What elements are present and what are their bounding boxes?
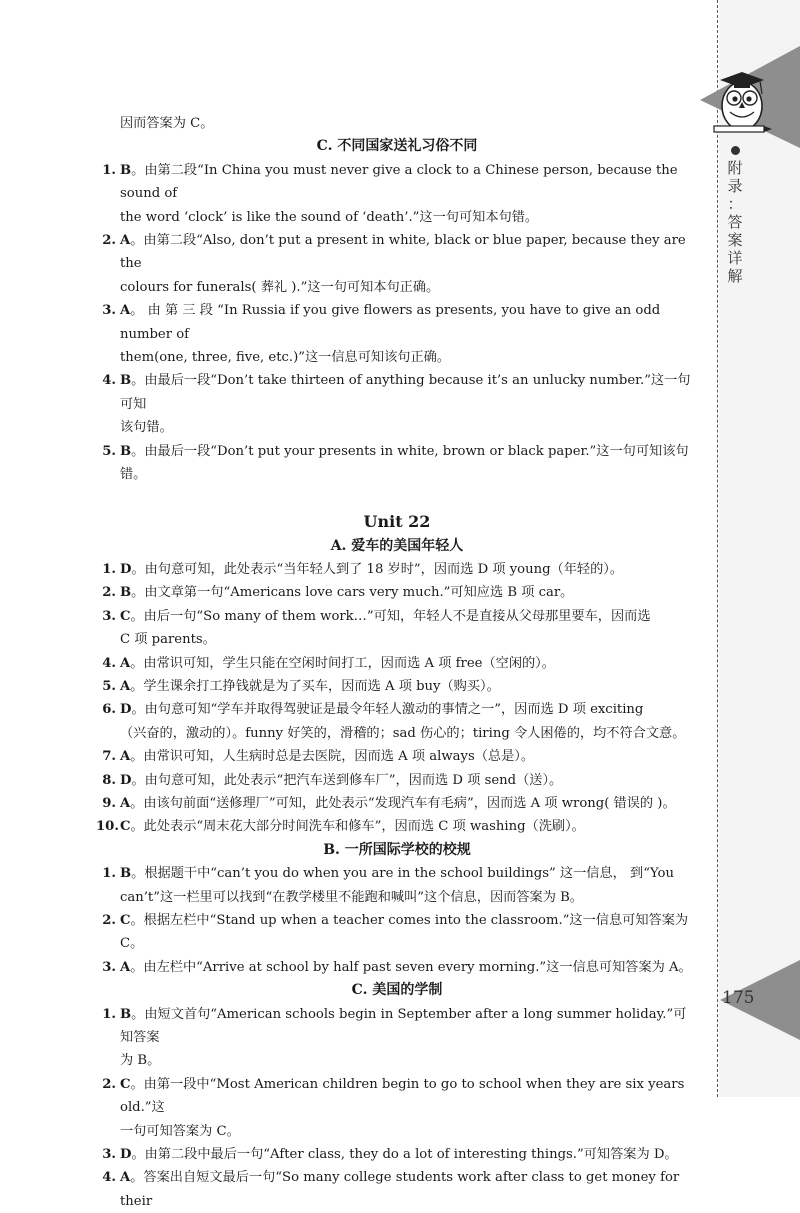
side-label-char: 详 bbox=[727, 249, 743, 267]
unit-title: Unit 22 bbox=[363, 511, 431, 531]
answer-item bbox=[96, 369, 698, 416]
side-section-label bbox=[724, 146, 746, 285]
answer-item bbox=[96, 605, 698, 628]
explanation-text: 。由左栏中“Arrive at school by half past seven every morning.”这一信息可知答案为 A。 bbox=[130, 959, 692, 975]
side-label-char: 案 bbox=[727, 231, 743, 249]
answer-item bbox=[96, 862, 698, 885]
answer-letter: C bbox=[120, 913, 131, 928]
explanation-text: 。由第二段“Also, don’t put a present in white, black or blue paper, because they are the bbox=[120, 233, 686, 272]
explanation-text: the word ‘clock’ is like the sound of ‘death’.”这一句可知本句错。 bbox=[120, 209, 539, 225]
answer-letter: A bbox=[120, 678, 131, 694]
side-label-char: ： bbox=[727, 195, 743, 213]
item-number: 2. bbox=[102, 585, 116, 601]
answer-item bbox=[96, 769, 698, 792]
explanation-text: 。由该句前面“送修理厂”可知，此处表示“发现汽车有毛病”，因而选 A 项 wrong( 错误的 )。 bbox=[130, 795, 676, 811]
answer-letter: D bbox=[120, 702, 132, 718]
explanation-text: can’t”这一栏里可以找到“在教学楼里不能跑和喊叫”这个信息，因而答案为 B。 bbox=[120, 889, 583, 905]
explanation-text: 。由最后一段“Don’t take thirteen of anything because it’s an unlucky number.”这一句可知 bbox=[120, 373, 691, 412]
item-number: 3. bbox=[102, 608, 116, 624]
explanation-text: 。 由 第 三 段 “In Russia if you give flowers as presents, you have to give an odd number of bbox=[120, 303, 661, 342]
page-number: 175 bbox=[722, 988, 755, 1008]
explanation-text: 为 B。 bbox=[120, 1053, 161, 1069]
item-number: 1. bbox=[102, 561, 116, 577]
explanation-text: colours for funerals( 葬礼 ).”这一句可知本句正确。 bbox=[120, 279, 440, 295]
explanation-text: 。此处表示“周末花大部分时间洗车和修车”，因而选 C 项 washing（洗刷）。 bbox=[130, 819, 585, 835]
item-number: 5. bbox=[102, 678, 116, 694]
item-number: 2. bbox=[102, 913, 116, 928]
item-number: 5. bbox=[102, 443, 116, 459]
side-label-char: 录 bbox=[727, 177, 743, 195]
answer-item bbox=[96, 745, 698, 768]
explanation-text: 。由句意可知，此处表示“当年轻人到了 18 岁时”，因而选 D 项 young（年轻的）。 bbox=[131, 561, 624, 577]
answer-item-continuation bbox=[96, 276, 698, 299]
section-heading: B. 一所国际学校的校规 bbox=[323, 841, 471, 858]
explanation-text: 。由第二段中最后一句“After class, they do a lot of interesting things.”可知答案为 D。 bbox=[131, 1147, 678, 1163]
explanation-text: 。根据左栏中“Stand up when a teacher comes into the classroom.”这一信息可知答案为 C。 bbox=[120, 913, 689, 952]
answer-item bbox=[96, 229, 698, 276]
explanation-text: 。答案出自短文最后一句“So many college students work after class to get money for their bbox=[120, 1170, 680, 1209]
answer-item bbox=[96, 1143, 698, 1166]
explanation-text: 。由最后一段“Don’t put your presents in white, brown or black paper.”这一句可知该句错。 bbox=[120, 443, 689, 483]
answer-letter: B bbox=[120, 373, 132, 389]
answer-item bbox=[96, 909, 698, 956]
explanation-text: 。由常识可知，人生病时总是去医院，因而选 A 项 always（总是）。 bbox=[130, 749, 535, 765]
answer-item-continuation bbox=[96, 1049, 698, 1072]
answer-letter: A bbox=[120, 795, 131, 811]
item-number: 1. bbox=[102, 162, 116, 178]
answer-item bbox=[96, 1166, 698, 1213]
answer-item-continuation bbox=[96, 886, 698, 909]
answer-letter: A bbox=[120, 749, 131, 765]
answer-letter: C bbox=[120, 608, 131, 624]
answer-letter: A bbox=[120, 303, 131, 319]
explanation-text: 。由短文首句“American schools begin in September after a long summer holiday.”可知答案 bbox=[120, 1006, 687, 1046]
answer-item bbox=[96, 558, 698, 581]
explanation-text: them(one, three, five, etc.)”这一信息可知该句正确。 bbox=[120, 350, 451, 366]
explanation-text: 。学生课余打工挣钱就是为了买车，因而选 A 项 buy（购买）。 bbox=[130, 678, 500, 694]
explanation-text: 。由常识可知，学生只能在空闲时间打工，因而选 A 项 free（空闲的）。 bbox=[130, 655, 555, 671]
explanation-text: 该句错。 bbox=[120, 420, 173, 436]
answer-letter: A bbox=[120, 959, 131, 975]
answer-letter: B bbox=[120, 162, 132, 178]
section-heading: C. 不同国家送礼习俗不同 bbox=[316, 138, 478, 155]
answer-item-continuation bbox=[96, 1120, 698, 1143]
item-number: 3. bbox=[102, 1147, 116, 1163]
answer-item-continuation bbox=[96, 628, 698, 651]
answer-item-continuation bbox=[96, 206, 698, 229]
item-number: 8. bbox=[102, 772, 116, 788]
answer-letter: B bbox=[120, 1006, 132, 1022]
answer-item-continuation bbox=[96, 346, 698, 369]
bullet-dot-icon bbox=[731, 146, 740, 155]
item-number: 4. bbox=[102, 373, 116, 389]
answer-item bbox=[96, 299, 698, 346]
answer-letter: D bbox=[120, 1147, 132, 1163]
item-number: 3. bbox=[102, 959, 116, 975]
answer-item bbox=[96, 1073, 698, 1120]
answer-item bbox=[96, 440, 698, 487]
answer-item bbox=[96, 815, 698, 838]
item-number: 1. bbox=[102, 866, 116, 882]
explanation-text: 。由第一段中“Most American children begin to go to school when they are six years old.”这 bbox=[120, 1076, 685, 1116]
item-number: 7. bbox=[102, 749, 116, 765]
answer-letter: B bbox=[120, 866, 132, 882]
answer-item bbox=[96, 675, 698, 698]
answer-letter: D bbox=[120, 772, 132, 788]
intro-line: 因而答案为 C。 bbox=[120, 116, 214, 131]
explanation-text: 。由句意可知，此处表示“把汽车送到修车厂”，因而选 D 项 send（送）。 bbox=[131, 772, 563, 788]
item-number: 9. bbox=[102, 795, 116, 811]
answer-letter: B bbox=[120, 443, 132, 459]
section-heading: A. 爱车的美国年轻人 bbox=[330, 537, 464, 554]
answer-item bbox=[96, 159, 698, 206]
answer-item bbox=[96, 698, 698, 721]
side-label-char: 附 bbox=[727, 159, 743, 177]
answer-item-continuation bbox=[96, 722, 698, 745]
side-label-char: 解 bbox=[727, 267, 743, 285]
side-label-char: 答 bbox=[727, 213, 743, 231]
answer-item bbox=[96, 581, 698, 604]
item-number: 1. bbox=[102, 1006, 116, 1022]
item-number: 4. bbox=[102, 655, 116, 671]
answer-item bbox=[96, 1003, 698, 1050]
explanation-text: 。由文章第一句“Americans love cars very much.”可知应选 B 项 car。 bbox=[131, 585, 574, 601]
explanation-text: （兴奋的，激动的）。funny 好笑的，滑稽的；sad 伤心的；tiring 令人困倦的，均不符合文意。 bbox=[120, 725, 686, 741]
section-heading: C. 美国的学制 bbox=[351, 982, 443, 999]
answer-letter: A bbox=[120, 1170, 131, 1186]
explanation-text: 。由句意可知“学车并取得驾驶证是最令年轻人激动的事情之一”，因而选 D 项 exciting bbox=[131, 702, 644, 718]
item-number: 2. bbox=[102, 233, 116, 249]
item-number: 4. bbox=[102, 1170, 116, 1186]
explanation-text: 。根据题干中“can’t you do when you are in the school buildings” 这一信息， 到“You bbox=[131, 866, 674, 882]
answer-letter: B bbox=[120, 585, 132, 601]
explanation-text: 一句可知答案为 C。 bbox=[120, 1123, 240, 1139]
owl-graduate-icon bbox=[700, 38, 800, 152]
answer-item-continuation bbox=[96, 416, 698, 439]
answer-letter: A bbox=[120, 655, 131, 671]
item-number: 10. bbox=[96, 819, 119, 835]
item-number: 6. bbox=[102, 702, 116, 718]
side-margin-border bbox=[717, 0, 718, 1097]
explanation-text: C 项 parents。 bbox=[120, 632, 216, 648]
answer-letter: D bbox=[120, 561, 132, 577]
answer-letter: C bbox=[120, 819, 131, 835]
answer-key-content bbox=[96, 112, 698, 1213]
explanation-text: 。由后一句“So many of them work…”可知，年轻人不是直接从父母那里要车，因而选 bbox=[130, 608, 651, 624]
answer-item bbox=[96, 956, 698, 979]
answer-item bbox=[96, 792, 698, 815]
answer-letter: A bbox=[120, 233, 131, 249]
item-number: 2. bbox=[102, 1076, 116, 1092]
explanation-text: 。由第二段“In China you must never give a clock to a Chinese person, because the sound of bbox=[120, 162, 678, 202]
item-number: 3. bbox=[102, 303, 116, 319]
answer-letter: C bbox=[120, 1076, 131, 1092]
answer-item bbox=[96, 652, 698, 675]
